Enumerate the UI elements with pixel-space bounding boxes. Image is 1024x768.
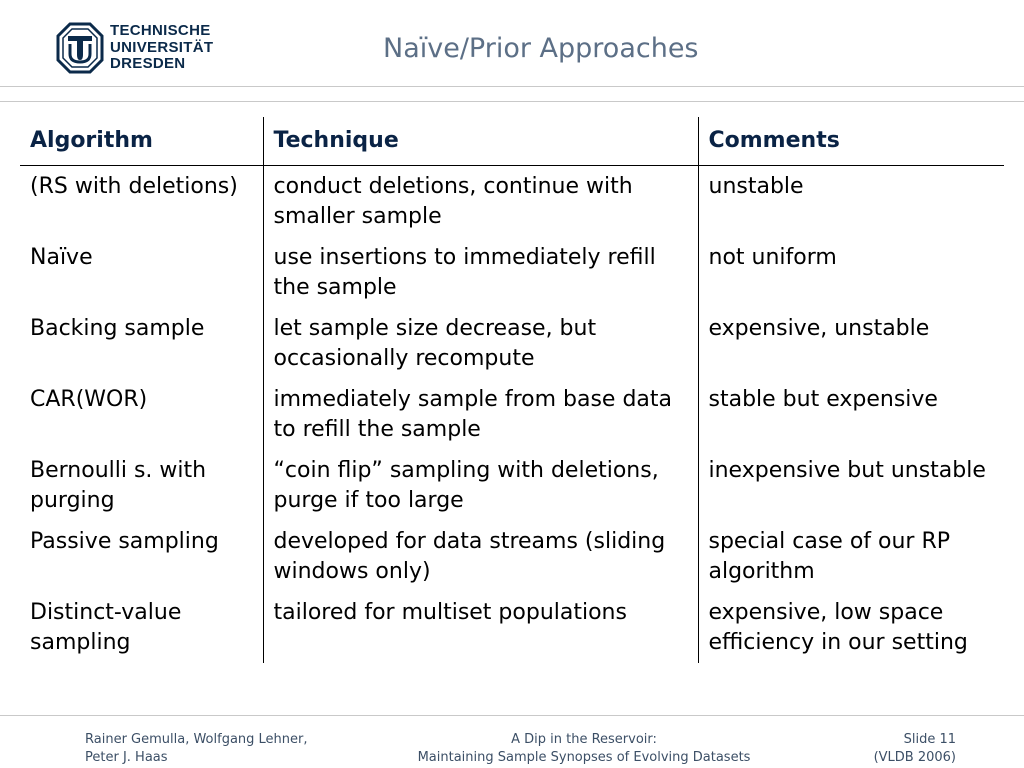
slide-title: Naïve/Prior Approaches: [383, 33, 699, 64]
column-header-algorithm: Algorithm: [20, 117, 263, 166]
table-header-row: [20, 117, 1004, 166]
comments-cell: stable but expensive: [698, 379, 1004, 450]
logo-line-1: TECHNISCHE: [110, 22, 211, 39]
footer-slide-number: [840, 731, 956, 767]
content-divider: [0, 101, 1024, 102]
slide-header: [0, 0, 1024, 88]
algorithm-cell: Passive sampling: [30, 529, 219, 554]
algorithm-cell: (RS with deletions): [30, 174, 238, 199]
column-header-comments: Comments: [698, 117, 1004, 166]
technique-cell: let sample size decrease, but occasionally recompute: [263, 308, 698, 379]
approaches-table: [20, 117, 1004, 663]
technique-cell: immediately sample from base data to refill the sample: [263, 379, 698, 450]
table-row: [20, 592, 1004, 663]
comments-cell: inexpensive but unstable: [698, 450, 1004, 521]
algorithm-cell: CAR(WOR): [30, 387, 148, 412]
table-row: [20, 308, 1004, 379]
technique-cell: conduct deletions, continue with smaller sample: [263, 166, 698, 238]
footer-authors-line-1: Rainer Gemulla, Wolfgang Lehner,: [85, 732, 308, 747]
table-row: [20, 379, 1004, 450]
tu-dresden-logo: [56, 22, 226, 78]
footer-divider: [0, 715, 1024, 716]
table-row: [20, 237, 1004, 308]
technique-cell: tailored for multiset populations: [263, 592, 698, 663]
column-header-technique: Technique: [263, 117, 698, 166]
comments-cell: not uniform: [698, 237, 1004, 308]
footer-authors: [85, 731, 308, 767]
footer-authors-line-2: Peter J. Haas: [85, 750, 168, 765]
tu-dresden-emblem-icon: [56, 22, 104, 74]
technique-cell: use insertions to immediately refill the sample: [263, 237, 698, 308]
table-row: [20, 166, 1004, 238]
logo-wordmark: [110, 23, 213, 73]
comments-cell: special case of our RP algorithm: [698, 521, 1004, 592]
footer-talk-line-1: A Dip in the Reservoir:: [511, 732, 657, 747]
algorithm-cell: Backing sample: [30, 316, 205, 341]
algorithm-cell: Naïve: [30, 245, 93, 270]
footer-slide-line-1: Slide 11: [903, 732, 956, 747]
footer-slide-line-2: (VLDB 2006): [873, 750, 956, 765]
technique-cell: developed for data streams (sliding windows only): [263, 521, 698, 592]
comments-cell: expensive, low space efficiency in our setting: [698, 592, 1004, 663]
footer-talk-line-2: Maintaining Sample Synopses of Evolving Datasets: [417, 750, 751, 765]
comments-cell: expensive, unstable: [698, 308, 1004, 379]
footer-talk-title: [374, 731, 794, 767]
logo-line-2: UNIVERSITÄT: [110, 38, 214, 56]
table-row: [20, 521, 1004, 592]
algorithm-cell: Bernoulli s. with purging: [30, 458, 207, 513]
table-row: [20, 450, 1004, 521]
logo-line-3: DRESDEN: [110, 55, 186, 72]
comments-cell: unstable: [698, 166, 1004, 238]
algorithm-cell: Distinct-value sampling: [30, 600, 182, 655]
header-divider: [0, 86, 1024, 87]
technique-cell: “coin flip” sampling with deletions, purge if too large: [263, 450, 698, 521]
